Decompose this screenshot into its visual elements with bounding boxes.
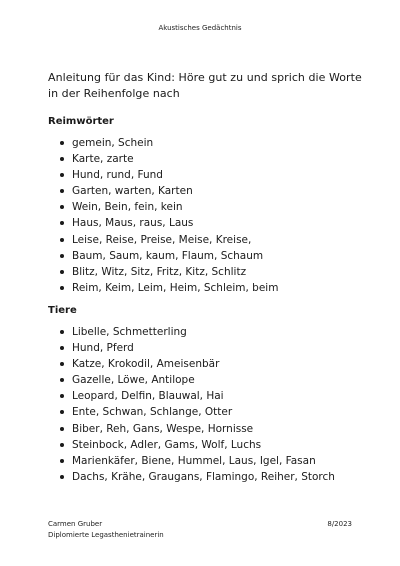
bullet-icon	[60, 173, 64, 177]
bullet-icon	[60, 141, 64, 145]
bullet-icon	[60, 394, 64, 398]
list-item: Baum, Saum, kaum, Flaum, Schaum	[48, 248, 368, 264]
footer-author-name: Carmen Gruber	[48, 520, 103, 528]
list-item: Marienkäfer, Biene, Hummel, Laus, Igel, Fasan	[48, 453, 368, 469]
section-heading-tiere: Tiere	[48, 304, 77, 316]
list-item: Ente, Schwan, Schlange, Otter	[48, 404, 368, 420]
bullet-icon	[60, 286, 64, 290]
list-item: Hund, rund, Fund	[48, 167, 368, 183]
bullet-icon	[60, 410, 64, 414]
list-item: Wein, Bein, fein, kein	[48, 199, 368, 215]
list-item: Steinbock, Adler, Gams, Wolf, Luchs	[48, 437, 368, 453]
bullet-icon	[60, 221, 64, 225]
section-heading-reimwoerter: Reimwörter	[48, 116, 114, 127]
list-item: Biber, Reh, Gans, Wespe, Hornisse	[48, 421, 368, 437]
bullet-icon	[60, 427, 64, 431]
list-item: Haus, Maus, raus, Laus	[48, 215, 368, 231]
footer-date: 8/2023	[327, 520, 352, 528]
list-item: Karte, zarte	[48, 151, 368, 167]
page-header-title: Akustisches Gedächtnis	[158, 24, 242, 32]
tiere-list	[48, 324, 368, 485]
reimwoerter-list	[48, 135, 368, 296]
bullet-icon	[60, 254, 64, 258]
list-item: gemein, Schein	[48, 135, 368, 151]
bullet-icon	[60, 189, 64, 193]
bullet-icon	[60, 362, 64, 366]
bullet-icon	[60, 330, 64, 334]
bullet-icon	[60, 270, 64, 274]
bullet-icon	[60, 443, 64, 447]
bullet-icon	[60, 475, 64, 479]
instruction-text: Anleitung für das Kind: Höre gut zu und sprich die Worte in der Reihenfolge nach	[48, 71, 362, 100]
bullet-icon	[60, 378, 64, 382]
bullet-icon	[60, 346, 64, 350]
list-item: Dachs, Krähe, Graugans, Flamingo, Reiher, Storch	[48, 469, 368, 485]
list-item: Hund, Pferd	[48, 340, 368, 356]
list-item: Leopard, Delfin, Blauwal, Hai	[48, 388, 368, 404]
list-item: Leise, Reise, Preise, Meise, Kreise,	[48, 232, 368, 248]
list-item: Blitz, Witz, Sitz, Fritz, Kitz, Schlitz	[48, 264, 368, 280]
footer-author-block	[48, 519, 164, 541]
list-item: Katze, Krokodil, Ameisenbär	[48, 356, 368, 372]
document-body	[48, 70, 368, 485]
list-item: Reim, Keim, Leim, Heim, Schleim, beim	[48, 280, 368, 296]
bullet-icon	[60, 157, 64, 161]
bullet-icon	[60, 205, 64, 209]
list-item: Libelle, Schmetterling	[48, 324, 368, 340]
list-item: Garten, warten, Karten	[48, 183, 368, 199]
bullet-icon	[60, 459, 64, 463]
list-item: Gazelle, Löwe, Antilope	[48, 372, 368, 388]
footer-author-role: Diplomierte Legasthenietrainerin	[48, 531, 164, 539]
bullet-icon	[60, 238, 64, 242]
